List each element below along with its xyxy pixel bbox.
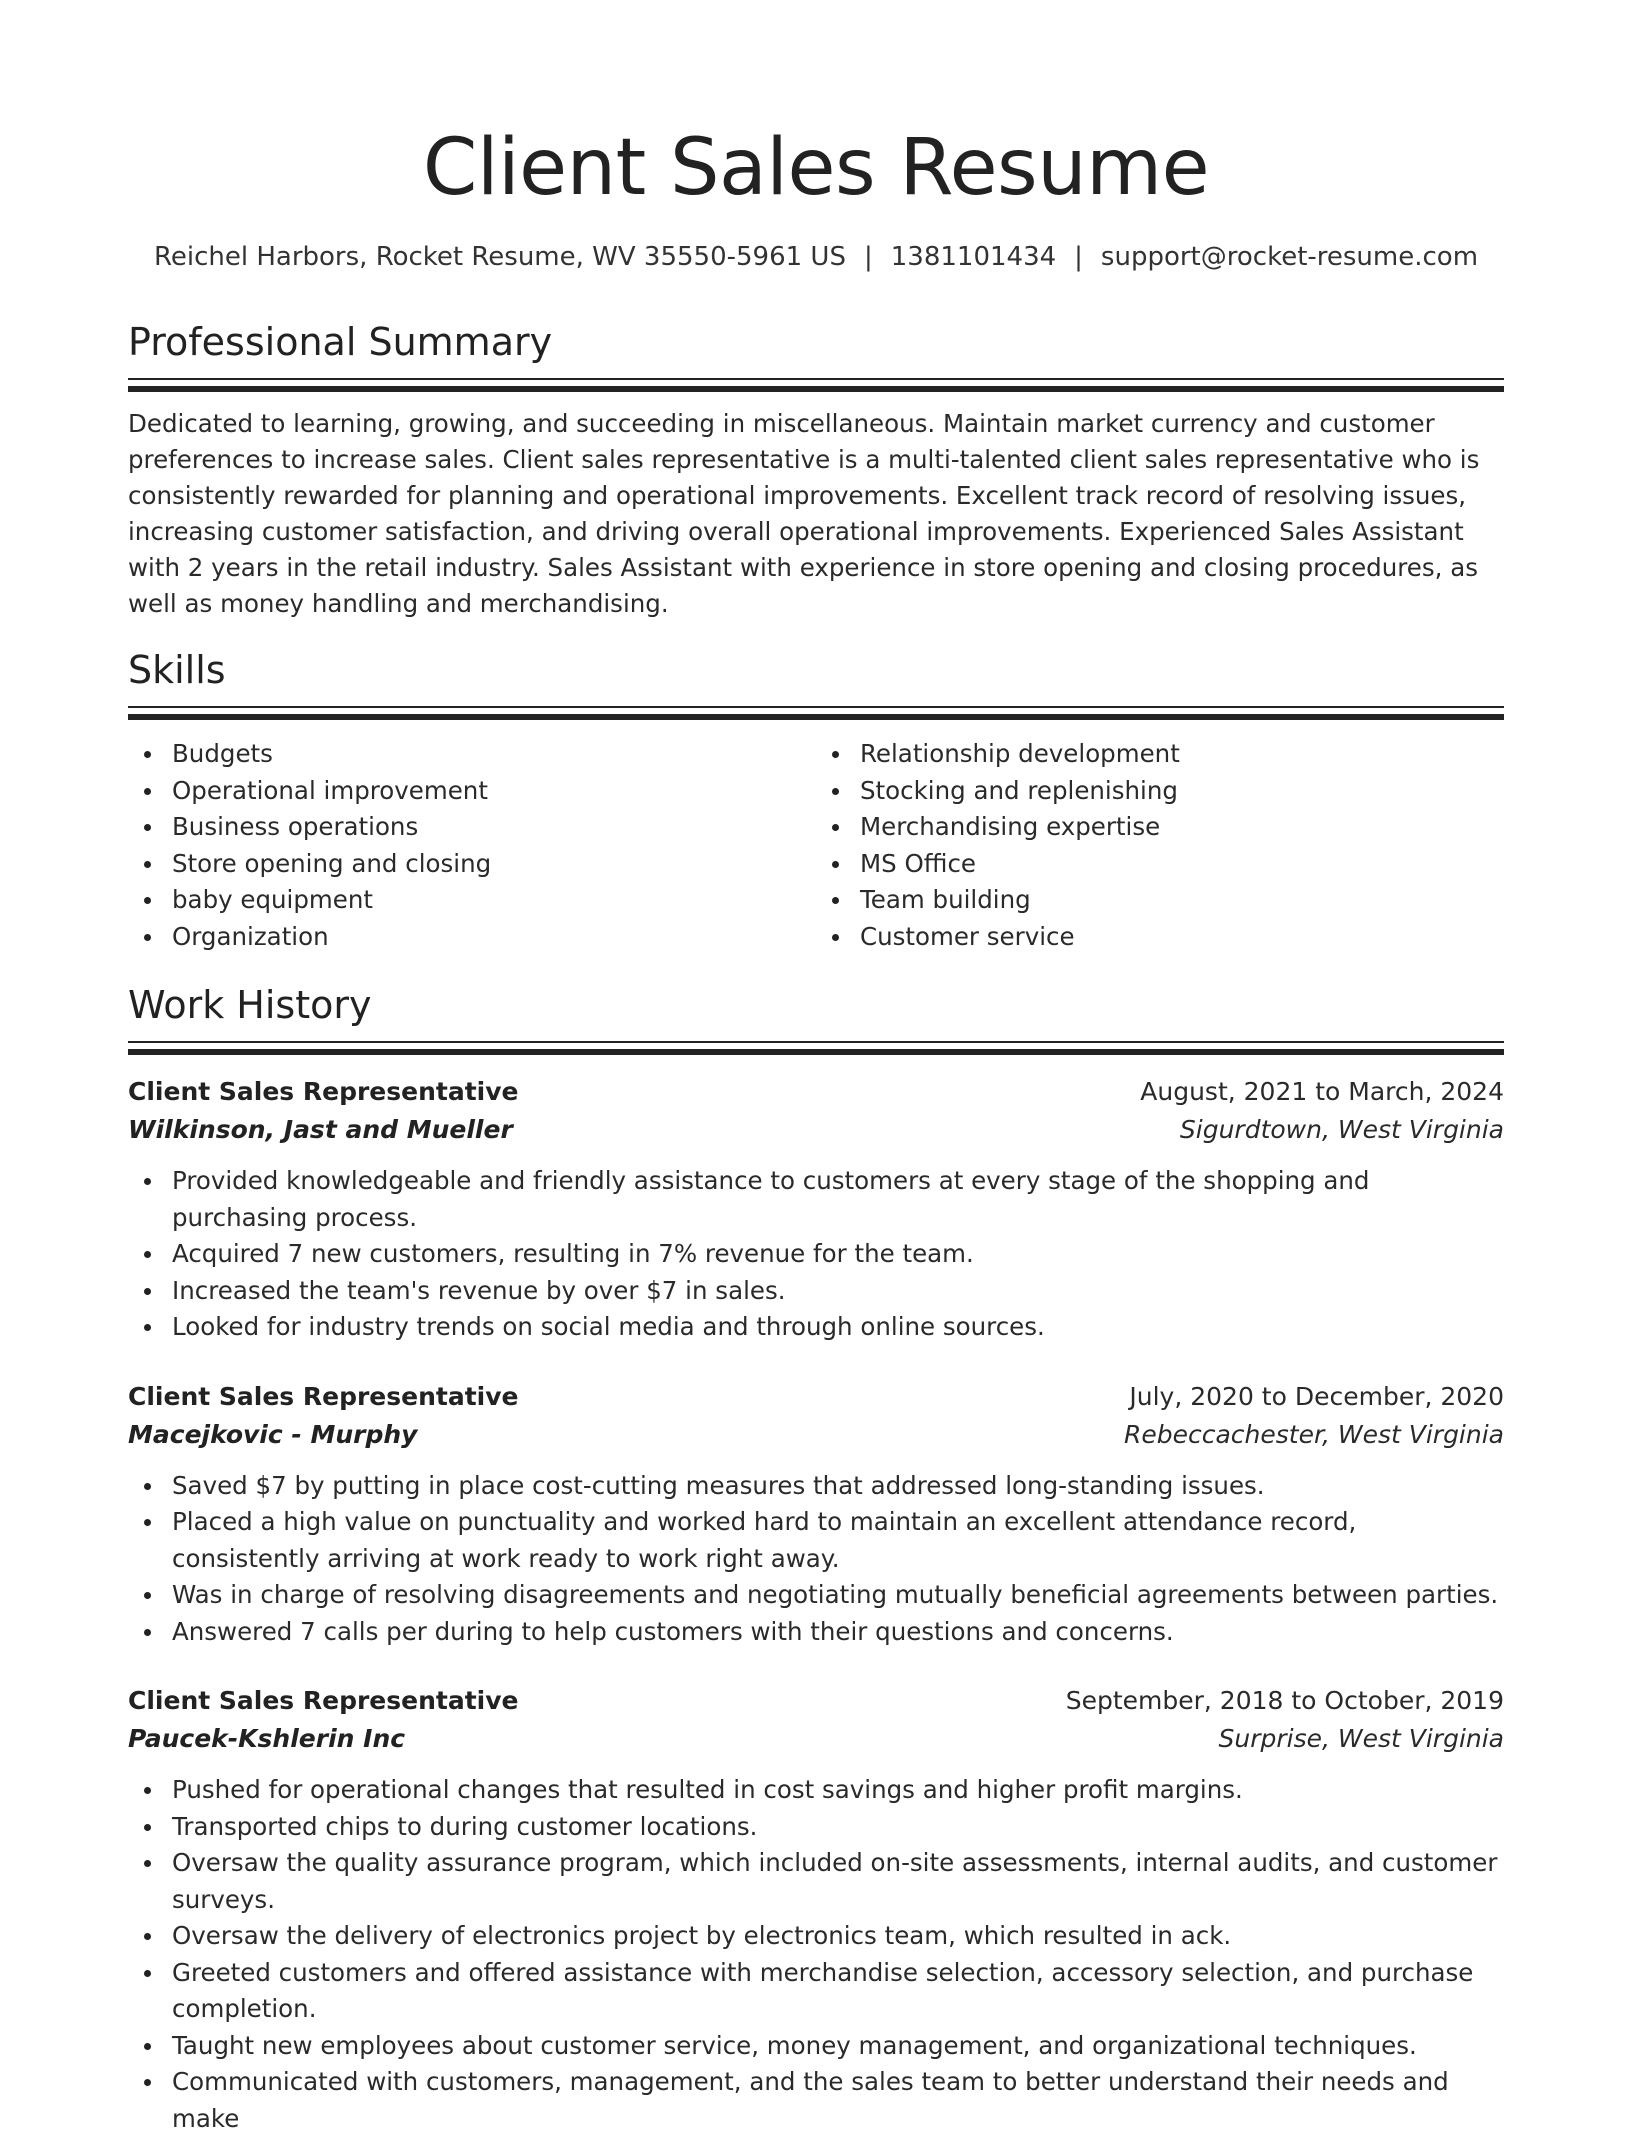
job-entry	[128, 1378, 1504, 1651]
skill-item: baby equipment	[172, 882, 816, 919]
skills-list-right	[816, 736, 1504, 955]
summary-text: Dedicated to learning, growing, and succeeding in miscellaneous. Maintain market currency and customer preferences to increase sales. Client sales representative is a multi-talented client sales representative who is consistently rewarded for planning and operational improvements. Excellent track record of resolving issues, increasing customer satisfaction, and driving overall operational improvements. Experienced Sales Assistant with 2 years in the retail industry. Sales Assistant with experience in store opening and closing procedures, as well as money handling and merchandising.	[128, 409, 1480, 618]
section-divider-thick	[128, 386, 1504, 392]
skill-item: Budgets	[172, 736, 816, 773]
job-bullet: Pushed for operational changes that resulted in cost savings and higher profit margins.	[172, 1772, 1504, 1809]
skill-item: Customer service	[860, 919, 1504, 956]
contact-separator: |	[1074, 242, 1083, 272]
skill-item: Stocking and replenishing	[860, 773, 1504, 810]
contact-separator: |	[863, 242, 873, 272]
section-divider	[128, 1041, 1504, 1043]
work-section	[128, 981, 1504, 2137]
summary-heading: Professional Summary	[128, 320, 553, 364]
job-title: Client Sales Representative	[128, 1381, 519, 1411]
job-bullet: Answered 7 calls per during to help customers with their questions and concerns.	[172, 1614, 1504, 1651]
skills-columns	[128, 736, 1504, 955]
job-header-row	[128, 1378, 1504, 1416]
job-company-row	[128, 1111, 1504, 1149]
section-divider	[128, 706, 1504, 708]
section-divider-thick	[128, 714, 1504, 720]
skill-item: Organization	[172, 919, 816, 956]
job-location: Sigurdtown, West Virginia	[1179, 1115, 1504, 1144]
job-company-row	[128, 1720, 1504, 1758]
job-dates: September, 2018 to October, 2019	[1065, 1686, 1504, 1715]
skill-item: Relationship development	[860, 736, 1504, 773]
job-bullet: Greeted customers and offered assistance with merchandise selection, accessory selection, and purchase completion.	[172, 1955, 1504, 2028]
contact-phone: 1381101434	[890, 242, 1057, 272]
section-divider-thick	[128, 1049, 1504, 1055]
job-bullet: Taught new employees about customer service, money management, and organizational techniques.	[172, 2028, 1504, 2065]
job-dates: July, 2020 to December, 2020	[1129, 1381, 1504, 1411]
skill-item: Business operations	[172, 809, 816, 846]
job-bullets	[128, 1163, 1504, 1346]
job-entry	[128, 1682, 1504, 2137]
skill-item: Team building	[860, 882, 1504, 919]
skills-list-left	[128, 736, 816, 955]
job-entry	[128, 1073, 1504, 1346]
contact-address: Reichel Harbors, Rocket Resume, WV 35550-5961 US	[153, 242, 846, 272]
skills-heading: Skills	[128, 648, 226, 692]
skill-item: Operational improvement	[172, 773, 816, 810]
job-bullet: Oversaw the delivery of electronics project by electronics team, which resulted in ack.	[172, 1918, 1504, 1955]
job-bullet: Acquired 7 new customers, resulting in 7% revenue for the team.	[172, 1236, 1504, 1273]
job-title: Client Sales Representative	[128, 1077, 519, 1106]
skills-section	[128, 646, 1504, 955]
job-company: Macejkovic - Murphy	[128, 1419, 418, 1449]
job-bullet: Communicated with customers, management, and the sales team to better understand their needs and make	[172, 2064, 1504, 2137]
job-header-row	[128, 1682, 1504, 1720]
job-company: Wilkinson, Jast and Mueller	[128, 1115, 513, 1144]
job-dates: August, 2021 to March, 2024	[1140, 1077, 1504, 1106]
job-bullet: Saved $7 by putting in place cost-cutting measures that addressed long-standing issues.	[172, 1468, 1504, 1505]
contact-email[interactable]: support@rocket-resume.com	[1100, 242, 1479, 272]
job-location: Surprise, West Virginia	[1218, 1724, 1504, 1753]
resume-title: Client Sales Resume	[422, 123, 1210, 213]
job-bullet: Transported chips to during customer locations.	[172, 1809, 1504, 1846]
job-location: Rebeccachester, West Virginia	[1124, 1419, 1504, 1449]
summary-section	[128, 318, 1504, 622]
job-company: Paucek-Kshlerin Inc	[128, 1724, 406, 1753]
work-heading: Work History	[128, 983, 372, 1027]
job-bullet: Oversaw the quality assurance program, which included on-site assessments, internal audits, and customer surveys.	[172, 1845, 1504, 1918]
job-bullets	[128, 1468, 1504, 1651]
job-company-row	[128, 1416, 1504, 1454]
job-bullet: Increased the team's revenue by over $7 in sales.	[172, 1273, 1504, 1310]
job-bullet: Placed a high value on punctuality and worked hard to maintain an excellent attendance record, consistently arriving at work ready to work right away.	[172, 1504, 1504, 1577]
skill-item: Store opening and closing	[172, 846, 816, 883]
contact-line	[128, 240, 1504, 274]
job-bullet: Looked for industry trends on social media and through online sources.	[172, 1309, 1504, 1346]
job-bullets	[128, 1772, 1504, 2137]
job-header-row	[128, 1073, 1504, 1111]
skill-item: Merchandising expertise	[860, 809, 1504, 846]
job-title: Client Sales Representative	[128, 1686, 519, 1715]
section-divider	[128, 378, 1504, 380]
job-bullet: Was in charge of resolving disagreements and negotiating mutually beneficial agreements between parties.	[172, 1577, 1504, 1614]
job-bullet: Provided knowledgeable and friendly assistance to customers at every stage of the shopping and purchasing process.	[172, 1163, 1504, 1236]
skill-item: MS Office	[860, 846, 1504, 883]
